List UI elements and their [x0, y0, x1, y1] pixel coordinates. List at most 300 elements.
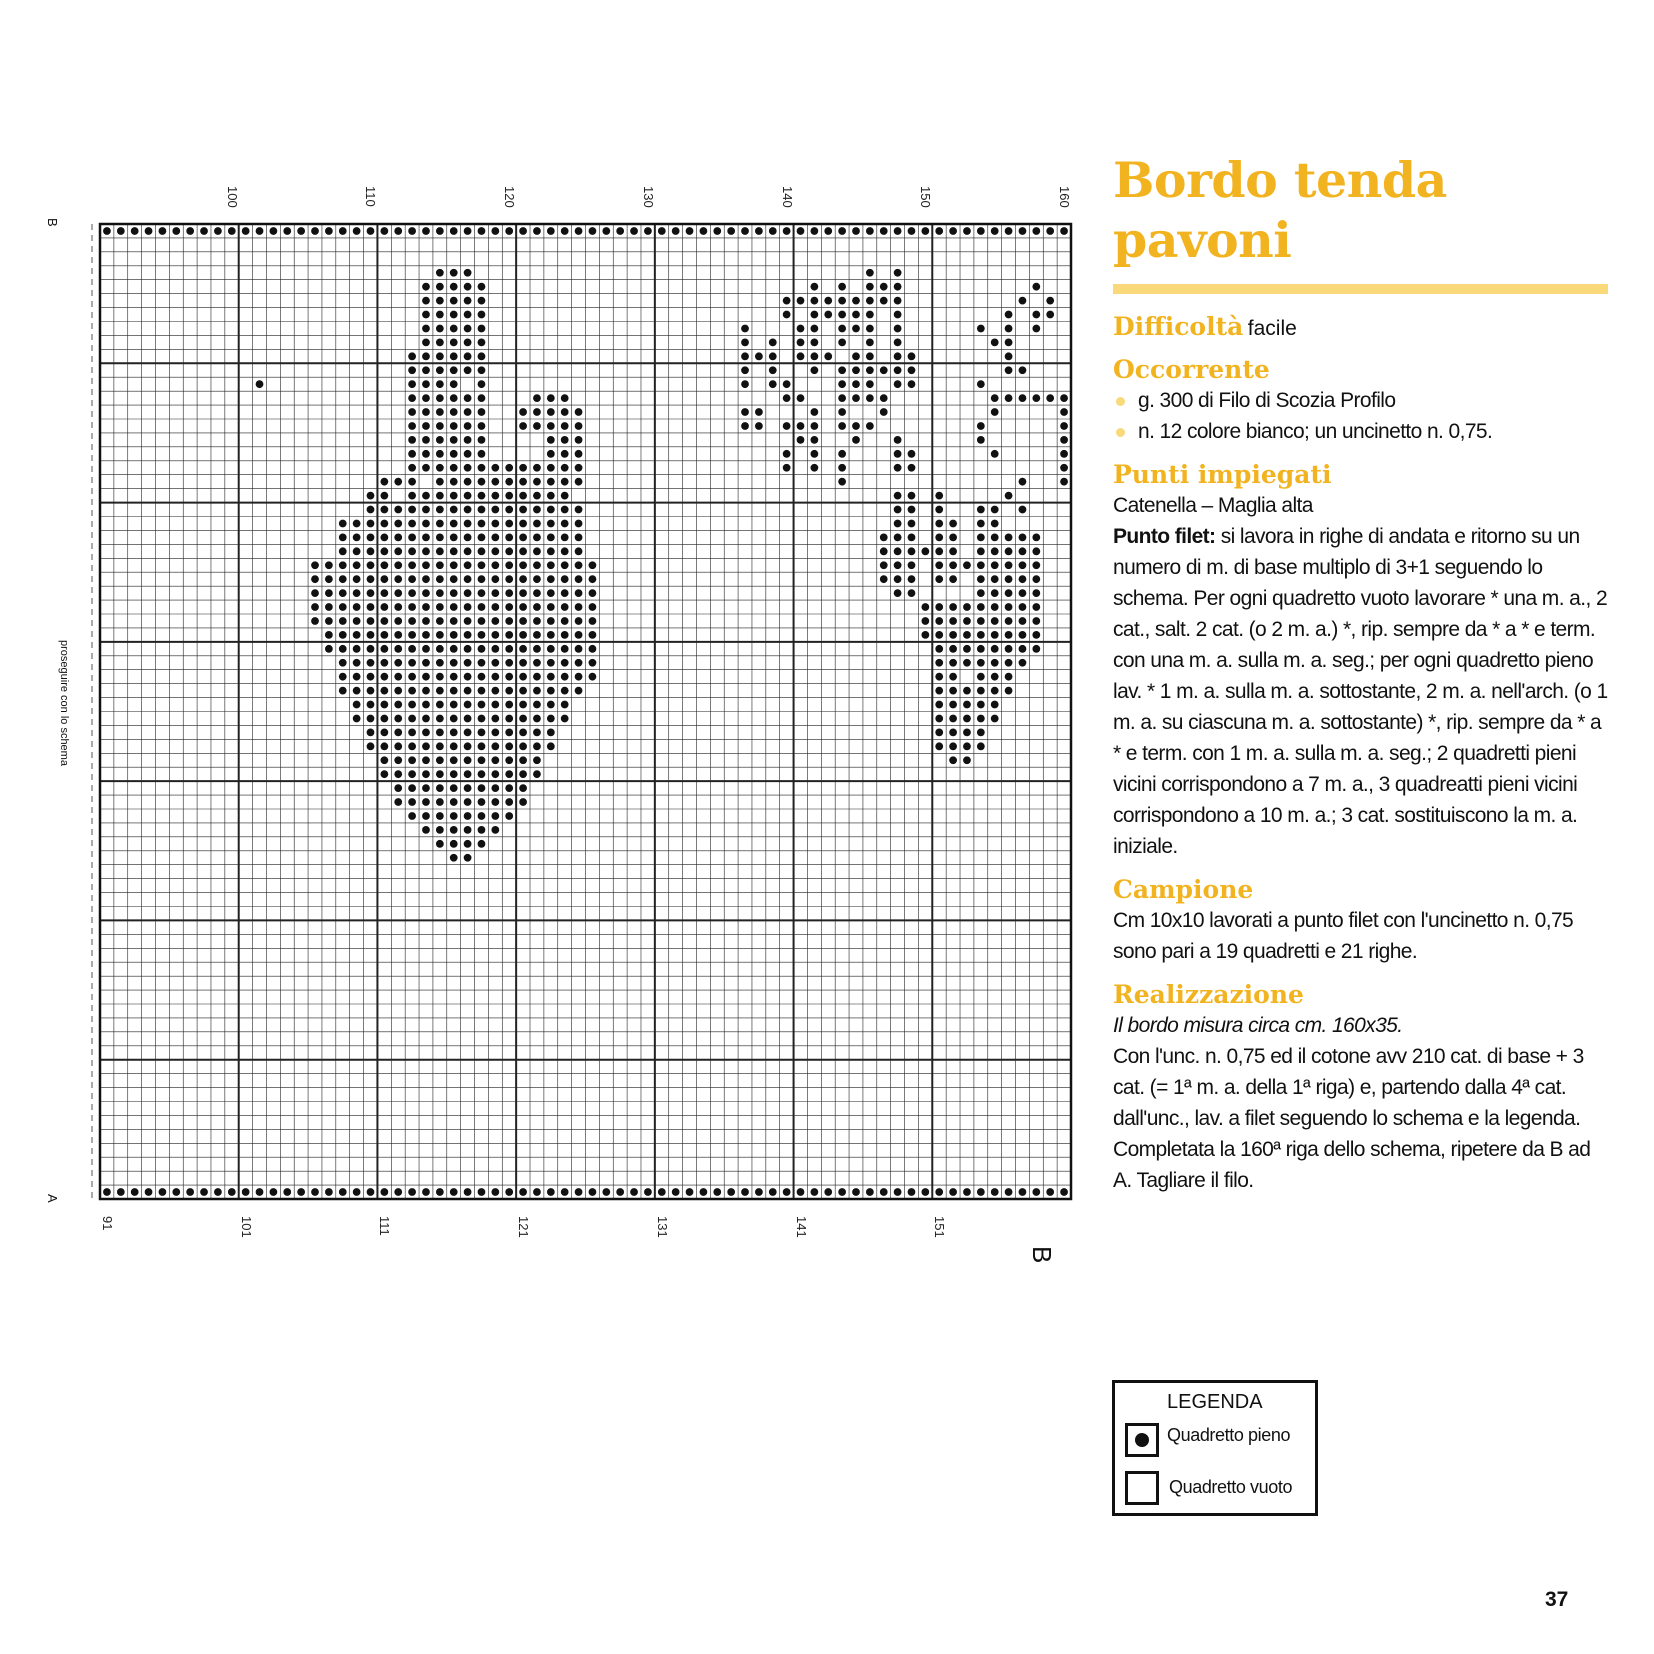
filled-square: [866, 311, 874, 319]
filled-square: [408, 770, 416, 778]
filled-square: [464, 464, 472, 472]
filled-square: [894, 547, 902, 555]
filled-square: [880, 394, 888, 402]
filled-square: [367, 492, 375, 500]
filled-square: [977, 687, 985, 695]
filled-square: [949, 729, 957, 737]
filled-square: [464, 770, 472, 778]
filled-square: [810, 325, 818, 333]
filled-square: [436, 227, 444, 235]
filled-square: [505, 1188, 513, 1196]
filled-square: [325, 575, 333, 583]
filled-square: [519, 631, 527, 639]
filled-square: [561, 534, 569, 542]
filled-square: [436, 603, 444, 611]
filled-square: [589, 227, 597, 235]
filled-square: [713, 227, 721, 235]
filled-square: [1005, 645, 1013, 653]
filled-square: [422, 547, 430, 555]
filled-square: [450, 478, 458, 486]
filled-square: [478, 645, 486, 653]
filled-square: [963, 227, 971, 235]
legend-box: [1112, 1380, 1318, 1516]
filled-square: [491, 520, 499, 528]
filled-square: [464, 617, 472, 625]
filled-square: [991, 1188, 999, 1196]
filled-square: [450, 394, 458, 402]
filled-square: [408, 798, 416, 806]
filled-square: [450, 311, 458, 319]
filled-square: [436, 645, 444, 653]
filled-square: [353, 575, 361, 583]
filled-square: [422, 603, 430, 611]
filled-square: [991, 506, 999, 514]
filled-square: [561, 547, 569, 555]
filled-square: [353, 589, 361, 597]
filled-square: [1032, 617, 1040, 625]
filled-square: [256, 380, 264, 388]
filled-square: [353, 520, 361, 528]
filled-square: [408, 436, 416, 444]
filled-square: [242, 1188, 250, 1196]
filled-square: [505, 561, 513, 569]
filled-square: [949, 1188, 957, 1196]
filled-square: [408, 617, 416, 625]
filled-square: [894, 269, 902, 277]
filled-square: [339, 534, 347, 542]
filled-square: [935, 617, 943, 625]
filled-square: [519, 506, 527, 514]
filled-square: [450, 297, 458, 305]
filled-square: [561, 561, 569, 569]
filled-square: [977, 506, 985, 514]
filled-square: [894, 492, 902, 500]
filled-square: [505, 729, 513, 737]
filled-square: [380, 617, 388, 625]
filled-square: [505, 575, 513, 583]
filled-square: [1060, 408, 1068, 416]
filled-square: [450, 631, 458, 639]
filled-square: [519, 798, 527, 806]
filled-square: [1032, 394, 1040, 402]
filled-square: [450, 673, 458, 681]
filled-square: [491, 506, 499, 514]
filled-square: [991, 617, 999, 625]
filled-square: [561, 631, 569, 639]
filled-square: [478, 575, 486, 583]
filled-square: [991, 534, 999, 542]
filled-square: [575, 575, 583, 583]
filled-square: [547, 534, 555, 542]
filled-square: [394, 534, 402, 542]
filled-square: [575, 673, 583, 681]
filled-square: [575, 645, 583, 653]
filled-square: [755, 352, 763, 360]
filled-square: [422, 283, 430, 291]
filled-square: [1019, 589, 1027, 597]
filled-square: [519, 589, 527, 597]
filled-square: [394, 561, 402, 569]
filled-square: [464, 366, 472, 374]
filled-square: [450, 561, 458, 569]
filled-square: [422, 784, 430, 792]
filled-square: [1019, 575, 1027, 583]
filled-square: [1060, 1188, 1068, 1196]
filled-square: [450, 1188, 458, 1196]
filled-square: [533, 547, 541, 555]
filled-square: [436, 297, 444, 305]
filled-square: [977, 603, 985, 611]
filled-square: [783, 311, 791, 319]
filled-square: [533, 631, 541, 639]
filled-square: [505, 798, 513, 806]
filled-square: [422, 450, 430, 458]
filled-square: [422, 520, 430, 528]
filled-square: [866, 283, 874, 291]
filled-square: [450, 575, 458, 583]
filled-square: [394, 729, 402, 737]
filled-square: [491, 742, 499, 750]
filled-square: [450, 352, 458, 360]
difficulty-value: facile: [1247, 317, 1297, 340]
filled-square: [339, 547, 347, 555]
filled-square: [547, 394, 555, 402]
filled-square: [478, 408, 486, 416]
filled-square: [1046, 311, 1054, 319]
filled-square: [949, 575, 957, 583]
filled-square: [394, 478, 402, 486]
filled-square: [575, 520, 583, 528]
filled-square: [422, 798, 430, 806]
filled-square: [422, 352, 430, 360]
filled-square: [478, 450, 486, 458]
filled-square: [478, 436, 486, 444]
filled-square: [478, 756, 486, 764]
filled-square: [450, 784, 458, 792]
filled-square: [436, 325, 444, 333]
filled-square: [783, 227, 791, 235]
filled-square: [270, 227, 278, 235]
filled-square: [741, 380, 749, 388]
filled-square: [797, 394, 805, 402]
filled-square: [991, 659, 999, 667]
filled-square: [533, 422, 541, 430]
filled-square: [491, 603, 499, 611]
filled-square: [422, 394, 430, 402]
filled-square: [575, 547, 583, 555]
filled-square: [450, 645, 458, 653]
filled-square: [741, 422, 749, 430]
filled-square: [450, 464, 458, 472]
filled-square: [394, 520, 402, 528]
filled-square: [491, 701, 499, 709]
filled-square: [450, 659, 458, 667]
filled-square: [949, 547, 957, 555]
filled-square: [408, 464, 416, 472]
materials-heading: Occorrente: [1113, 355, 1270, 384]
filled-square: [547, 575, 555, 583]
filled-square: [838, 380, 846, 388]
filled-square: [436, 408, 444, 416]
filled-square: [450, 840, 458, 848]
filled-square: [436, 492, 444, 500]
filled-square: [380, 534, 388, 542]
filled-square: [880, 283, 888, 291]
chart-label-b-bottom: B: [1027, 1246, 1057, 1264]
legend-filled-label: Quadretto pieno: [1167, 1425, 1291, 1445]
filled-square: [505, 520, 513, 528]
filled-square: [450, 339, 458, 347]
filled-square: [380, 742, 388, 750]
filled-square: [810, 227, 818, 235]
filled-square: [991, 589, 999, 597]
filled-square: [852, 1188, 860, 1196]
filled-square: [977, 617, 985, 625]
filled-square: [1019, 506, 1027, 514]
filled-square: [367, 617, 375, 625]
filled-square: [367, 645, 375, 653]
filled-square: [838, 325, 846, 333]
filled-square: [797, 1188, 805, 1196]
filled-square: [505, 756, 513, 764]
filled-square: [464, 729, 472, 737]
filled-square: [519, 673, 527, 681]
filled-square: [810, 311, 818, 319]
filled-square: [880, 408, 888, 416]
filled-square: [561, 394, 569, 402]
filled-square: [1019, 1188, 1027, 1196]
filled-square: [450, 715, 458, 723]
filled-square: [436, 575, 444, 583]
filled-square: [380, 756, 388, 764]
filled-square: [408, 645, 416, 653]
filled-square: [408, 561, 416, 569]
filled-square: [561, 715, 569, 723]
filled-square: [436, 561, 444, 569]
filled-square: [394, 770, 402, 778]
filled-square: [311, 617, 319, 625]
bottom-tick-label: 111: [377, 1216, 393, 1236]
filled-square: [519, 534, 527, 542]
filled-square: [394, 589, 402, 597]
filled-square: [561, 659, 569, 667]
filled-square: [478, 826, 486, 834]
filled-square: [935, 227, 943, 235]
filled-square: [436, 826, 444, 834]
filled-square: [963, 603, 971, 611]
filled-square: [575, 478, 583, 486]
filled-square: [935, 547, 943, 555]
bottom-tick-label: 141: [793, 1216, 809, 1238]
filled-square: [464, 854, 472, 862]
filled-square: [533, 1188, 541, 1196]
filled-square: [408, 575, 416, 583]
filled-square: [894, 506, 902, 514]
filled-square: [1019, 297, 1027, 305]
filled-square: [394, 631, 402, 639]
title-underline: [1113, 284, 1608, 294]
filled-square: [436, 756, 444, 764]
filled-square: [1005, 352, 1013, 360]
filled-square: [408, 1188, 416, 1196]
filled-square: [478, 798, 486, 806]
filled-square: [589, 575, 597, 583]
filled-square: [755, 408, 763, 416]
filled-square: [491, 784, 499, 792]
filled-square: [949, 715, 957, 723]
filled-square: [380, 478, 388, 486]
filled-square: [464, 603, 472, 611]
filled-square: [394, 798, 402, 806]
filled-square: [436, 506, 444, 514]
filled-square: [464, 492, 472, 500]
filled-square: [408, 547, 416, 555]
filled-square: [908, 227, 916, 235]
filled-square: [935, 1188, 943, 1196]
filled-square: [533, 534, 541, 542]
filled-square: [380, 715, 388, 723]
filled-square: [422, 339, 430, 347]
filled-square: [339, 520, 347, 528]
filled-square: [894, 436, 902, 444]
filled-square: [991, 339, 999, 347]
filled-square: [547, 408, 555, 416]
filled-square: [949, 645, 957, 653]
filled-square: [436, 366, 444, 374]
filled-square: [353, 227, 361, 235]
filled-square: [1032, 631, 1040, 639]
filled-square: [450, 756, 458, 764]
filled-square: [894, 311, 902, 319]
filled-square: [908, 380, 916, 388]
filled-square: [561, 687, 569, 695]
filled-square: [769, 339, 777, 347]
filled-square: [505, 631, 513, 639]
filled-square: [408, 589, 416, 597]
filled-square: [533, 478, 541, 486]
filled-square: [450, 436, 458, 444]
filled-square: [1005, 366, 1013, 374]
filled-square: [589, 617, 597, 625]
making-text: Con l'unc. n. 0,75 ed il cotone avv 210 cat. di base + 3 cat. (= 1ª m. a. della 1ª riga) e, partendo dalla 4ª cat. dall'unc., lav. a filet seguendo lo schema e la legenda. Completata la 160ª riga dello schema, ripetere da B ad A. Tagliare il filo.: [1113, 1045, 1591, 1192]
filled-square: [852, 436, 860, 444]
filled-square: [464, 227, 472, 235]
filled-square: [464, 478, 472, 486]
filled-square: [741, 408, 749, 416]
filled-square: [505, 227, 513, 235]
bullet-dot-icon: [1116, 397, 1125, 406]
filled-square: [713, 1188, 721, 1196]
filled-square: [894, 339, 902, 347]
filled-square: [977, 436, 985, 444]
filled-square: [533, 659, 541, 667]
filled-square: [450, 547, 458, 555]
filled-square: [491, 464, 499, 472]
filled-square: [1032, 1188, 1040, 1196]
filled-square: [797, 297, 805, 305]
filled-square: [727, 1188, 735, 1196]
filled-square: [394, 673, 402, 681]
making-section: [1113, 980, 1608, 1196]
filled-square: [533, 603, 541, 611]
filled-square: [963, 561, 971, 569]
filled-square-icon: [1125, 1423, 1159, 1457]
filled-square: [519, 617, 527, 625]
filled-square: [561, 701, 569, 709]
bottom-tick-label: 91: [99, 1216, 115, 1231]
filled-square: [394, 506, 402, 514]
filled-square: [1019, 227, 1027, 235]
filled-square: [380, 631, 388, 639]
filled-square: [478, 742, 486, 750]
top-tick-label: 120: [502, 186, 518, 208]
filled-square: [422, 701, 430, 709]
filled-square: [810, 283, 818, 291]
filled-square: [977, 227, 985, 235]
filled-square: [422, 436, 430, 444]
filled-square: [547, 631, 555, 639]
filled-square: [394, 603, 402, 611]
filled-square: [700, 227, 708, 235]
filled-square: [186, 1188, 194, 1196]
filled-square: [270, 1188, 278, 1196]
filled-square: [478, 812, 486, 820]
filled-square: [380, 506, 388, 514]
filled-square: [450, 729, 458, 737]
filled-square: [769, 366, 777, 374]
filled-square: [547, 742, 555, 750]
filled-square: [422, 645, 430, 653]
filled-square: [1032, 575, 1040, 583]
filled-square: [1005, 311, 1013, 319]
filled-square: [436, 422, 444, 430]
filled-square: [575, 561, 583, 569]
filled-square: [783, 1188, 791, 1196]
filled-square: [908, 520, 916, 528]
filled-square: [436, 311, 444, 319]
filled-square: [436, 798, 444, 806]
filled-square: [505, 770, 513, 778]
filled-square: [575, 603, 583, 611]
filled-square: [408, 742, 416, 750]
filled-square: [505, 547, 513, 555]
filled-square: [367, 575, 375, 583]
filled-square: [1060, 478, 1068, 486]
filled-square: [380, 687, 388, 695]
filled-square: [949, 701, 957, 709]
filled-square: [908, 534, 916, 542]
filled-square: [367, 589, 375, 597]
filled-square: [1005, 394, 1013, 402]
filled-square: [700, 1188, 708, 1196]
filled-square: [852, 352, 860, 360]
filled-square: [478, 547, 486, 555]
filled-square: [394, 227, 402, 235]
filled-square: [894, 297, 902, 305]
filled-square: [866, 325, 874, 333]
filled-square: [575, 534, 583, 542]
difficulty-heading: Difficoltà: [1113, 312, 1244, 341]
filled-square: [949, 561, 957, 569]
filled-square: [575, 408, 583, 416]
filled-square: [935, 506, 943, 514]
filled-square: [1005, 339, 1013, 347]
filled-square: [450, 366, 458, 374]
filled-square: [672, 1188, 680, 1196]
filled-square: [380, 770, 388, 778]
materials-item: [1113, 385, 1608, 416]
filled-square: [977, 534, 985, 542]
